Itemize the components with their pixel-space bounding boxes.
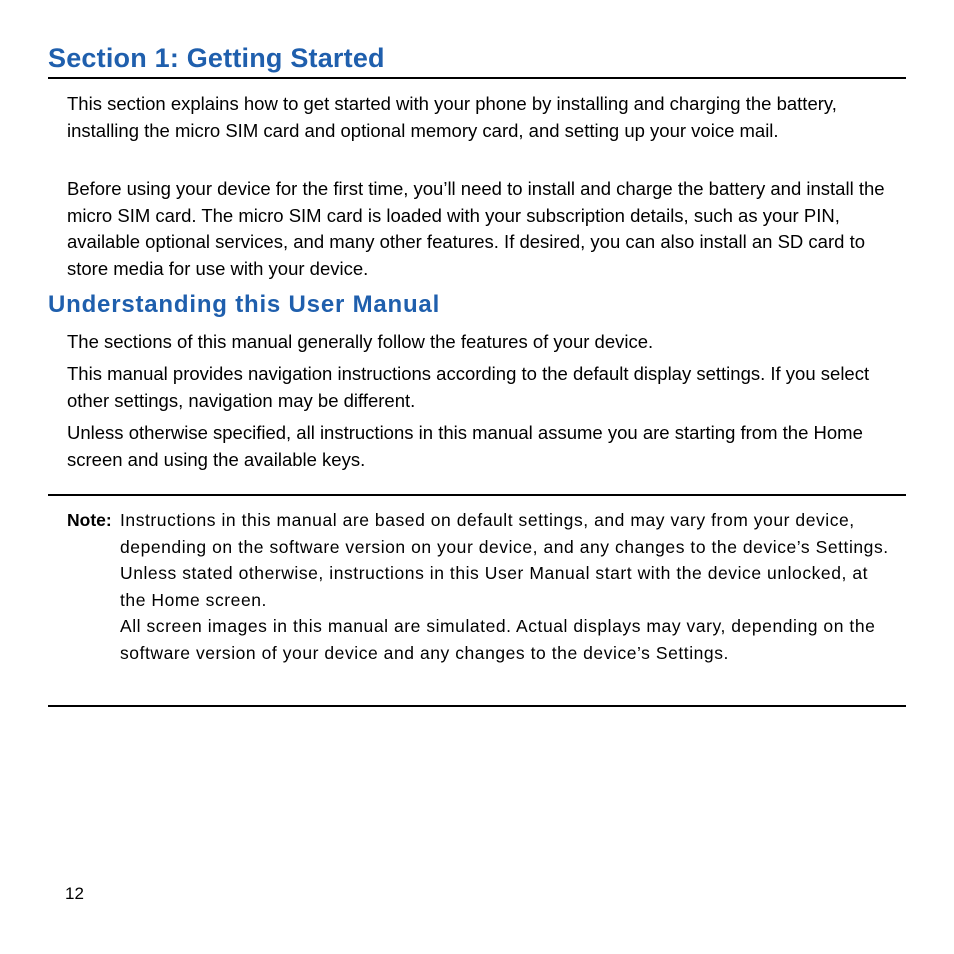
section-title-divider (48, 77, 906, 79)
intro-paragraph: This section explains how to get started with your phone by installing and charging the battery, installing the micro SIM card and optional memory card, and setting up your voice mail. (67, 93, 837, 141)
manual-paragraph: Unless otherwise specified, all instructions in this manual assume you are starting from the Home screen and using the available keys. (67, 422, 863, 470)
subsection-title: Understanding this User Manual (48, 291, 441, 318)
section-title: Section 1: Getting Started (48, 43, 385, 73)
note-item: Instructions in this manual are based on default settings, and may vary from your device, depending on the software version on your device, and any changes to the device’s Settings. (120, 510, 889, 557)
note-label: Note: (67, 510, 112, 530)
intro-paragraph: Before using your device for the first time, you’ll need to install and charge the battery and install the micro SIM card. The micro SIM card is loaded with your subscription details, such as your PIN, available optional services, and many other features. If desired, you can also install an SD card to store media for use with your device. (67, 178, 885, 279)
page-number: 12 (65, 884, 84, 903)
manual-paragraph: This manual provides navigation instructions according to the default display settings. If you select other settings, navigation may be different. (67, 363, 870, 411)
manual-paragraph: The sections of this manual generally follow the features of your device. (67, 331, 654, 352)
note-divider-bottom (48, 705, 906, 707)
note-box (67, 507, 897, 666)
note-divider-top (48, 494, 906, 496)
note-item: Unless stated otherwise, instructions in this User Manual start with the device unlocked, at the Home screen. (120, 563, 869, 610)
note-item: All screen images in this manual are simulated. Actual displays may vary, depending on the software version of your device and any changes to the device’s Settings. (120, 616, 876, 663)
